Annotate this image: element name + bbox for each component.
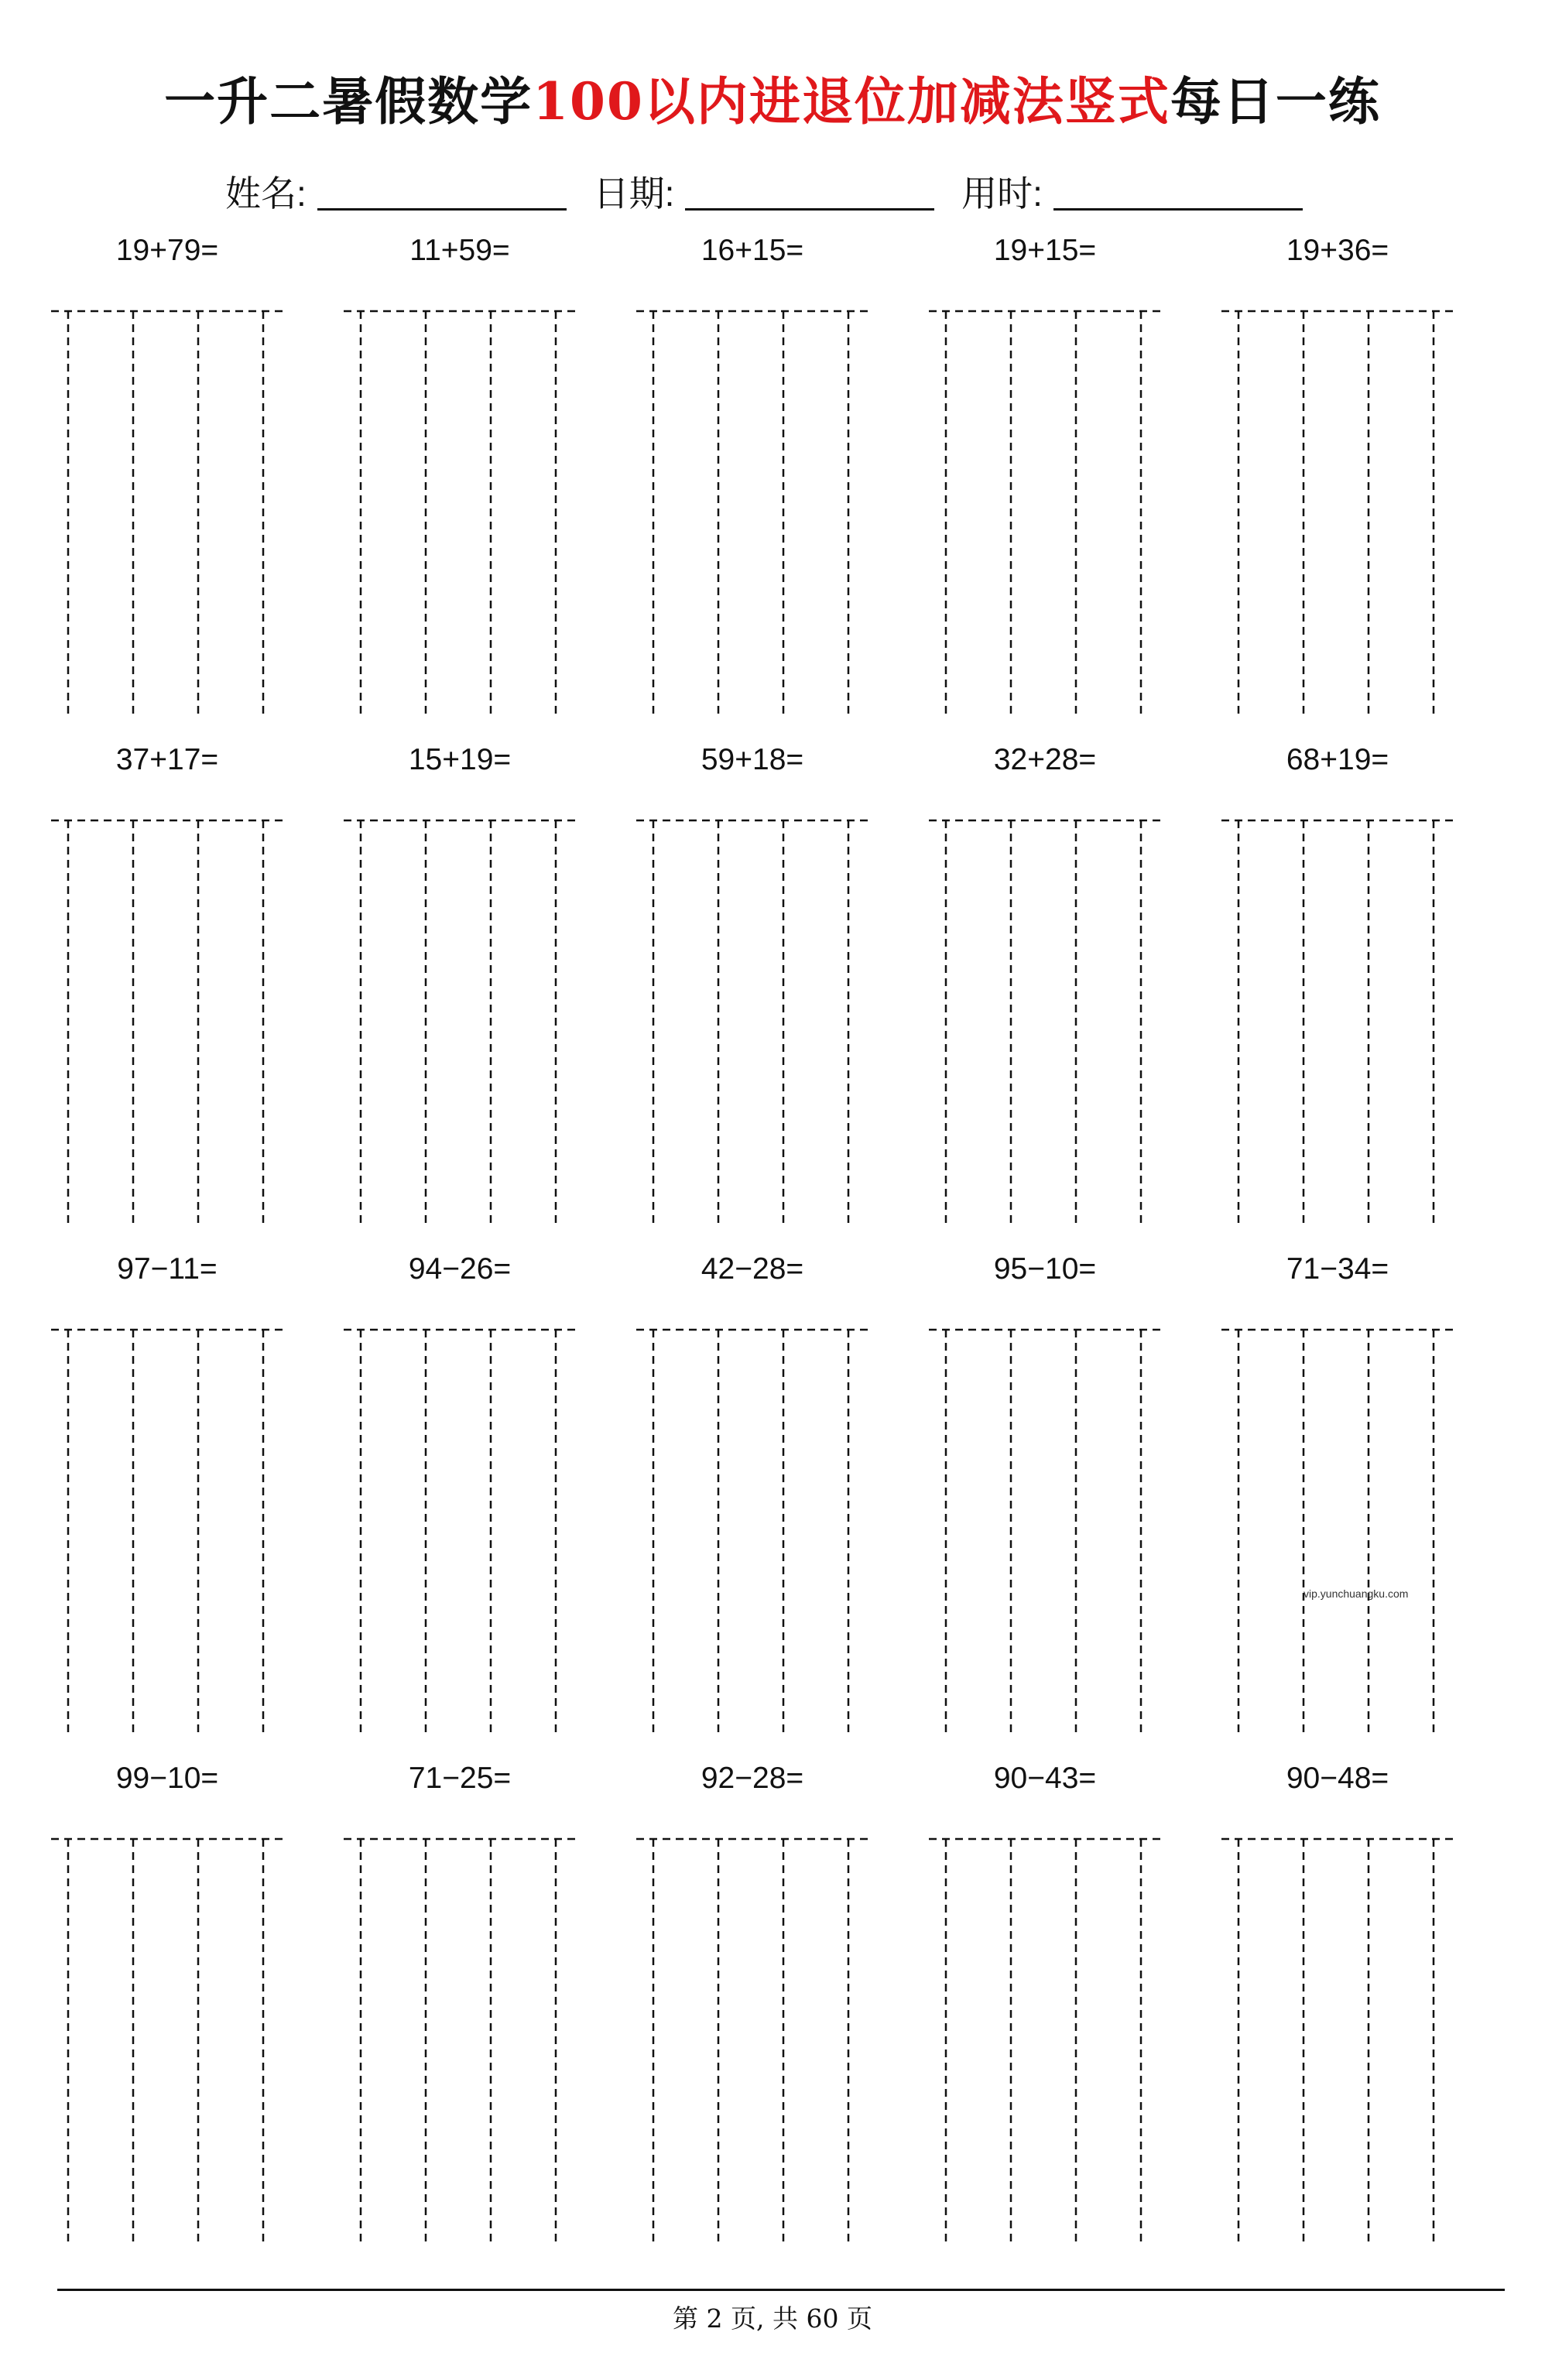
vertical-calc-grid[interactable] <box>51 1328 283 1738</box>
problem-expression: 42−28= <box>701 1252 804 1286</box>
problem-row <box>0 1252 1545 1740</box>
problem-expression: 94−26= <box>408 1252 512 1286</box>
problem-expression: 37+17= <box>115 743 219 776</box>
vertical-calc-grid[interactable] <box>929 1837 1161 2248</box>
watermark: vip.yunchuangku.com <box>1303 1587 1409 1600</box>
problem-expression: 92−28= <box>701 1762 804 1795</box>
vertical-calc-grid[interactable] <box>51 310 283 720</box>
problem-cell <box>1221 1252 1454 1740</box>
problem-cell <box>929 1252 1161 1740</box>
problem-cell <box>344 1252 576 1740</box>
problem-expression: 99−10= <box>115 1762 219 1795</box>
problem-expression: 71−34= <box>1286 1252 1389 1286</box>
problem-cell <box>636 1252 868 1740</box>
name-blank[interactable] <box>317 177 567 211</box>
vertical-calc-grid[interactable] <box>51 819 283 1229</box>
vertical-calc-grid[interactable] <box>929 1328 1161 1738</box>
vertical-calc-grid[interactable] <box>344 1837 576 2248</box>
vertical-calc-grid[interactable] <box>636 1328 868 1738</box>
vertical-calc-grid[interactable] <box>929 310 1161 720</box>
date-blank[interactable] <box>685 177 934 211</box>
vertical-calc-grid[interactable] <box>1221 1837 1454 2248</box>
problem-expression: 90−43= <box>993 1762 1097 1795</box>
problem-expression: 68+19= <box>1286 743 1389 776</box>
name-label: 姓名: <box>225 173 307 214</box>
problem-expression: 19+15= <box>993 234 1097 267</box>
title-suffix: 每日一练 <box>1170 71 1381 132</box>
vertical-calc-grid[interactable] <box>1221 819 1454 1229</box>
problem-expression: 11+59= <box>409 234 510 267</box>
title-accent: 100以内进退位加减法竖式 <box>533 71 1170 132</box>
problem-expression: 71−25= <box>408 1762 512 1795</box>
problem-expression: 95−10= <box>993 1252 1097 1286</box>
page-footer: 第 2 页, 共 60 页 <box>673 2303 872 2334</box>
vertical-calc-grid[interactable] <box>344 1328 576 1738</box>
problem-cell <box>929 743 1161 1231</box>
problem-cell <box>344 234 576 721</box>
problem-cell <box>51 234 283 721</box>
date-label: 日期: <box>593 173 675 214</box>
problem-cell <box>1221 234 1454 721</box>
vertical-calc-grid[interactable] <box>1221 1328 1454 1738</box>
vertical-calc-grid[interactable] <box>344 310 576 720</box>
problem-cell <box>1221 1762 1454 2249</box>
problem-expression: 16+15= <box>701 234 804 267</box>
vertical-calc-grid[interactable] <box>636 1837 868 2248</box>
vertical-calc-grid[interactable] <box>51 1837 283 2248</box>
vertical-calc-grid[interactable] <box>929 819 1161 1229</box>
worksheet-title <box>0 60 1545 134</box>
problem-row <box>0 1762 1545 2249</box>
problem-row <box>0 234 1545 721</box>
problem-cell <box>929 1762 1161 2249</box>
problem-cell <box>344 743 576 1231</box>
vertical-calc-grid[interactable] <box>636 310 868 720</box>
vertical-calc-grid[interactable] <box>344 819 576 1229</box>
footer-divider <box>57 2289 1505 2291</box>
problem-expression: 19+79= <box>115 234 219 267</box>
problem-cell <box>636 743 868 1231</box>
problem-cell <box>51 1252 283 1740</box>
problem-cell <box>636 234 868 721</box>
problem-cell <box>636 1762 868 2249</box>
problem-cell <box>1221 743 1454 1231</box>
vertical-calc-grid[interactable] <box>636 819 868 1229</box>
info-line <box>0 166 1545 217</box>
problem-cell <box>929 234 1161 721</box>
problem-cell <box>344 1762 576 2249</box>
time-label: 用时: <box>961 173 1043 214</box>
problem-expression: 59+18= <box>701 743 804 776</box>
problem-expression: 15+19= <box>408 743 512 776</box>
problem-expression: 32+28= <box>993 743 1097 776</box>
vertical-calc-grid[interactable] <box>1221 310 1454 720</box>
problem-cell <box>51 743 283 1231</box>
problem-row <box>0 743 1545 1231</box>
time-blank[interactable] <box>1053 177 1303 211</box>
title-prefix: 一升二暑假数学 <box>164 71 533 132</box>
problem-expression: 90−48= <box>1286 1762 1389 1795</box>
problem-expression: 97−11= <box>117 1252 218 1286</box>
problem-cell <box>51 1762 283 2249</box>
problem-expression: 19+36= <box>1286 234 1389 267</box>
